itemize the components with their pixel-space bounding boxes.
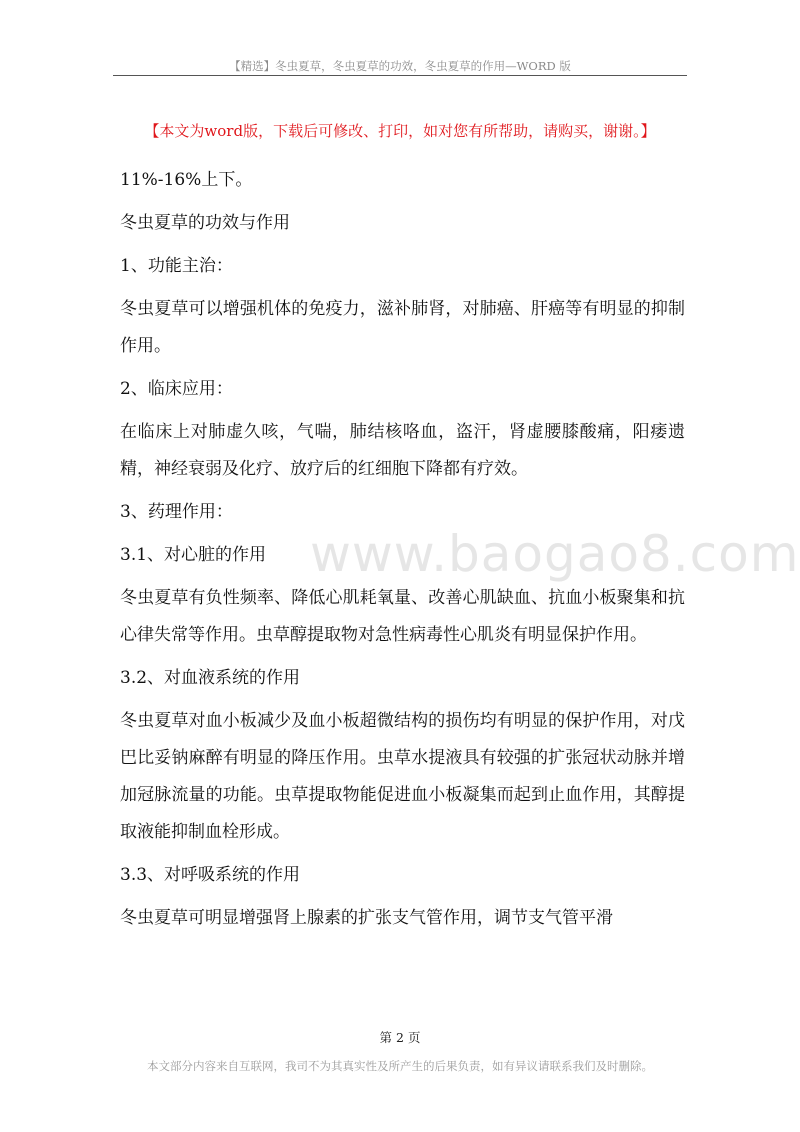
section-title: 冬虫夏草的功效与作用	[120, 213, 290, 233]
page-header: 【精选】冬虫夏草，冬虫夏草的功效，冬虫夏草的作用—WORD 版	[229, 59, 571, 73]
section-2-text: 在临床上对肺虚久咳，气喘，肺结核咯血，盗汗，肾虚腰膝酸痛，阳痿遗精，神经衰弱及化疗、放疗后的红细胞下降都有疗效。	[120, 422, 685, 479]
section-3-2-heading: 3.2、对血液系统的作用	[120, 668, 301, 688]
section-1-text: 冬虫夏草可以增强机体的免疫力，滋补肺肾，对肺癌、肝癌等有明显的抑制作用。	[120, 299, 685, 356]
intro-line: 11%-16%上下。	[120, 170, 253, 190]
section-3-1-text: 冬虫夏草有负性频率、降低心肌耗氧量、改善心肌缺血、抗血小板聚集和抗心律失常等作用。虫草醇提取物对急性病毒性心肌炎有明显保护作用。	[120, 588, 685, 645]
section-3-3-text: 冬虫夏草可明显增强肾上腺素的扩张支气管作用，调节支气管平滑	[120, 908, 613, 928]
section-3-3-heading: 3.3、对呼吸系统的作用	[120, 865, 301, 885]
header-divider	[113, 75, 687, 76]
section-3-1-heading: 3.1、对心脏的作用	[120, 545, 267, 565]
download-notice: 【本文为word版，下载后可修改、打印，如对您有所帮助，请购买，谢谢。】	[144, 122, 656, 140]
section-2-heading: 2、临床应用：	[120, 379, 233, 399]
document-body	[120, 162, 685, 943]
page-number: 第 2 页	[379, 1030, 421, 1045]
section-3-heading: 3、药理作用：	[120, 502, 233, 522]
section-3-2-text: 冬虫夏草对血小板减少及血小板超微结构的损伤均有明显的保护作用，对戊巴比妥钠麻醉有明显的降压作用。虫草水提液具有较强的扩张冠状动脉并增加冠脉流量的功能。虫草提取物能促进血小板凝集而起到止血作用，其醇提取液能抑制血栓形成。	[120, 711, 685, 842]
watermark-text: www.baogao8.com	[310, 525, 800, 583]
section-1-heading: 1、功能主治：	[120, 256, 233, 276]
page-footer-disclaimer: 本文部分内容来自互联网，我司不为其真实性及所产生的后果负责，如有异议请联系我们及时删除。	[147, 1059, 653, 1073]
